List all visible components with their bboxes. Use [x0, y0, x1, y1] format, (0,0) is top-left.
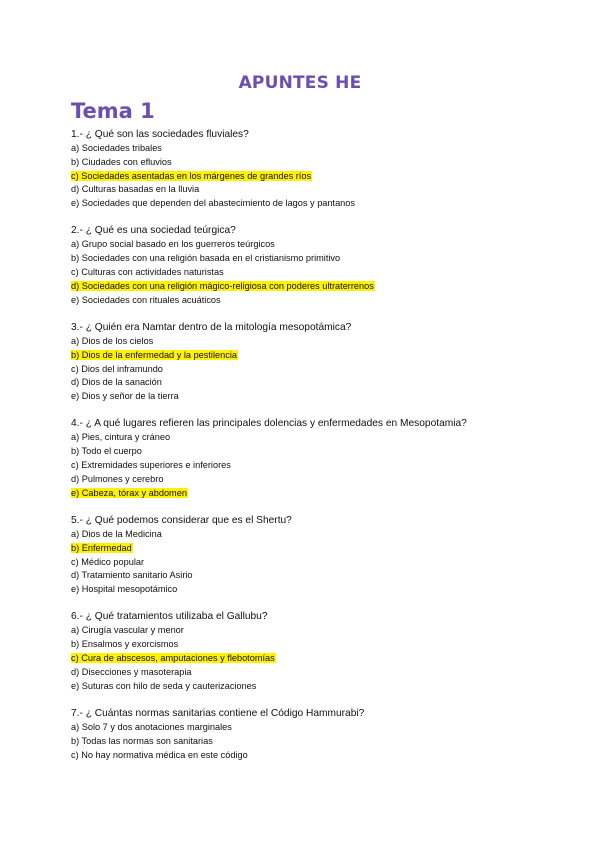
answer-option	[71, 528, 551, 542]
answer-option	[71, 376, 551, 390]
answer-option	[71, 473, 551, 487]
answer-option	[71, 583, 551, 597]
answer-option-text: d) Culturas basadas en la lluvia	[71, 184, 200, 195]
answer-option-text: b) Ciudades con efluvios	[71, 156, 172, 167]
answer-option	[71, 680, 551, 694]
answer-option	[71, 335, 551, 349]
answer-option-highlighted	[71, 170, 551, 184]
question-text: 6.- ¿ Qué tratamientos utilizaba el Gallubu?	[71, 611, 268, 623]
answer-option	[71, 624, 551, 638]
answer-option-text: a) Pies, cintura y cráneo	[71, 432, 171, 443]
answer-option-highlighted	[71, 280, 551, 294]
answer-option-text: c) Culturas con actividades naturistas	[71, 267, 224, 278]
question-block	[71, 128, 551, 211]
answer-option-text: c) Médico popular	[71, 556, 145, 567]
document-title: APUNTES HE	[238, 73, 362, 93]
answer-option-text: e) Hospital mesopotámico	[71, 584, 178, 595]
answer-option-text: c) No hay normativa médica en este código	[71, 749, 248, 760]
answer-option	[71, 363, 551, 377]
question-block	[71, 417, 551, 500]
question-list	[71, 128, 551, 776]
answer-option-text: d) Tratamiento sanitario Asirio	[71, 570, 193, 581]
answer-option-text: e) Suturas con hilo de seda y cauterizaciones	[71, 680, 257, 691]
answer-option-text: a) Grupo social basado en los guerreros teúrgicos	[71, 239, 275, 250]
question-block	[71, 610, 551, 693]
answer-option	[71, 431, 551, 445]
answer-option-text: b) Todo el cuerpo	[71, 446, 142, 457]
answer-option	[71, 294, 551, 308]
answer-option-text: e) Dios y señor de la tierra	[71, 391, 179, 402]
answer-option-text: b) Ensalmos y exorcismos	[71, 639, 179, 650]
question-text: 1.- ¿ Qué son las sociedades fluviales?	[71, 129, 249, 140]
answer-option-highlighted	[71, 487, 551, 501]
answer-option	[71, 721, 551, 735]
answer-option-text: a) Sociedades tribales	[71, 143, 162, 153]
answer-option	[71, 556, 551, 570]
answer-option-highlighted	[71, 542, 551, 556]
answer-option	[71, 142, 551, 156]
answer-option	[71, 735, 551, 749]
question-text: 2.- ¿ Qué es una sociedad teúrgica?	[71, 225, 236, 237]
answer-option	[71, 638, 551, 652]
section-title: Tema 1	[71, 99, 155, 123]
answer-option-text: d) Sociedades con una religión mágico-religiosa con poderes ultraterrenos	[71, 280, 374, 291]
answer-option	[71, 266, 551, 280]
question-block	[71, 321, 551, 404]
answer-option-text: c) Dios del inframundo	[71, 363, 163, 374]
answer-option-text: a) Dios de la Medicina	[71, 528, 162, 539]
question-text: 7.- ¿ Cuántas normas sanitarias contiene el Código Hammurabi?	[71, 707, 365, 719]
answer-option-text: b) Dios de la enfermedad y la pestilencia	[71, 349, 237, 360]
answer-option-text: b) Enfermedad	[71, 542, 132, 553]
answer-option-text: e) Sociedades con rituales acuáticos	[71, 294, 221, 305]
answer-option	[71, 390, 551, 404]
answer-option	[71, 197, 551, 211]
answer-option	[71, 749, 551, 763]
answer-option	[71, 459, 551, 473]
answer-option-text: c) Sociedades asentadas en los márgenes de grandes ríos	[71, 170, 312, 181]
question-text: 3.- ¿ Quién era Namtar dentro de la mitología mesopotámica?	[71, 321, 352, 333]
answer-option-text: d) Pulmones y cerebro	[71, 473, 164, 484]
answer-option-text: a) Dios de los cielos	[71, 335, 154, 346]
answer-option	[71, 156, 551, 170]
answer-option	[71, 183, 551, 197]
question-text: 4.- ¿ A qué lugares refieren las principales dolencias y enfermedades en Mesopotamia?	[71, 418, 467, 430]
question-text: 5.- ¿ Qué podemos considerar que es el Shertu?	[71, 514, 292, 526]
answer-option-text: e) Cabeza, tórax y abdomen	[71, 487, 187, 498]
answer-option-text: b) Todas las normas son sanitarias	[71, 735, 213, 746]
answer-option-text: e) Sociedades que dependen del abastecimiento de lagos y pantanos	[71, 198, 356, 209]
answer-option	[71, 252, 551, 266]
answer-option-text: c) Cura de abscesos, amputaciones y flebotomías	[71, 653, 275, 664]
answer-option-text: a) Cirugía vascular y menor	[71, 625, 184, 636]
answer-option-text: d) Disecciones y masoterapia	[71, 666, 192, 677]
question-block	[71, 224, 551, 307]
answer-option	[71, 238, 551, 252]
answer-option	[71, 569, 551, 583]
answer-option-text: a) Solo 7 y dos anotaciones marginales	[71, 721, 232, 732]
answer-option	[71, 666, 551, 680]
question-block	[71, 514, 551, 597]
answer-option	[71, 445, 551, 459]
answer-option-text: d) Dios de la sanación	[71, 377, 162, 388]
answer-option-highlighted	[71, 652, 551, 666]
answer-option-highlighted	[71, 349, 551, 363]
answer-option-text: c) Extremidades superiores e inferiores	[71, 460, 231, 471]
question-block	[71, 707, 551, 762]
answer-option-text: b) Sociedades con una religión basada en el cristianismo primitivo	[71, 253, 341, 264]
